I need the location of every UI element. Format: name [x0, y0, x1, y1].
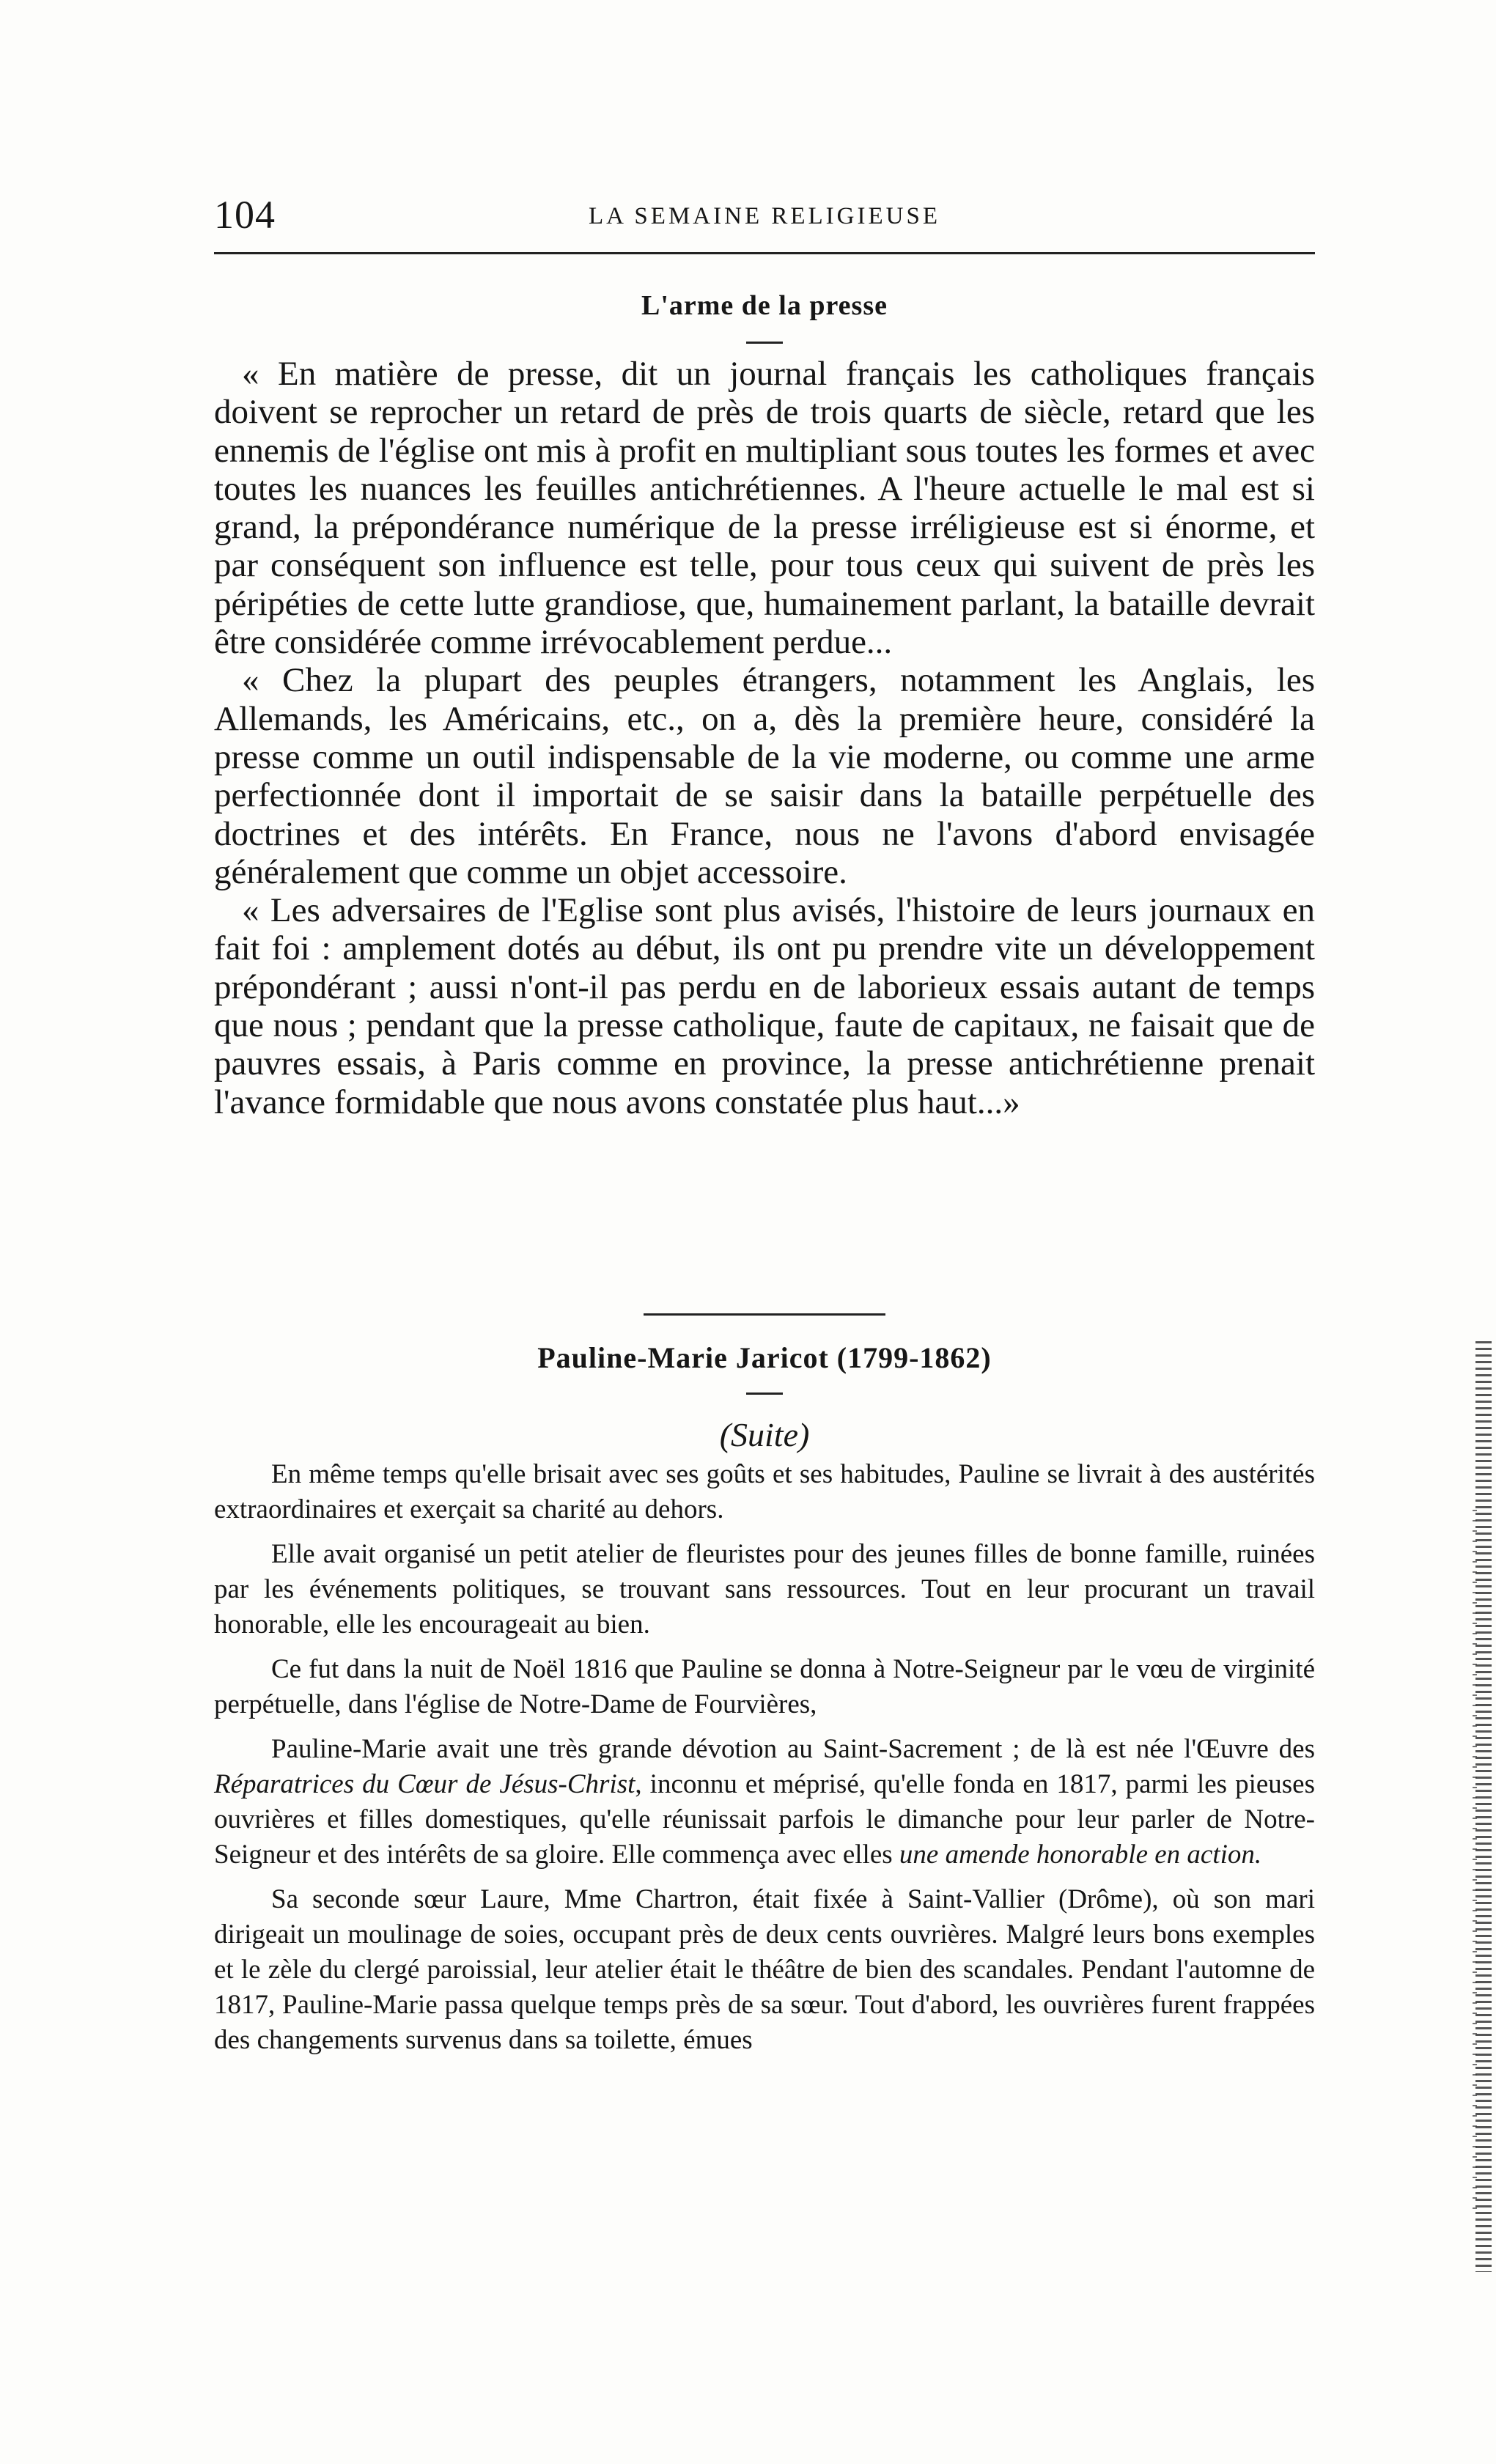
page-header	[214, 189, 1315, 240]
title-dash	[746, 342, 783, 344]
article-body-presse	[214, 355, 1315, 1121]
page-number: 104	[214, 193, 276, 237]
article-subtitle: (Suite)	[719, 1416, 810, 1453]
paragraph: « Chez la plupart des peuples étrangers, notamment les Anglais, les Allemands, les Américains, etc., on a, dès la première heure, considéré la presse comme un outil indispensable de la vie moderne, ou comme une arme perfectionnée dont il importait de se saisir dans la bataille perpétuelle des doctrines et des intérêts. En France, nous ne l'avons d'abord envisagée généralement que comme un objet accessoire.	[214, 661, 1315, 891]
title-dash	[746, 1393, 783, 1395]
paragraph: En même temps qu'elle brisait avec ses goûts et ses habitudes, Pauline se livrait à des austérités extraordinaires et exerçait sa charité au dehors.	[214, 1459, 1315, 1524]
running-title: LA SEMAINE RELIGIEUSE	[589, 203, 940, 229]
italic-text-run: Réparatrices du Cœur de Jésus-Christ	[214, 1769, 635, 1799]
article-title-presse: L'arme de la presse	[641, 290, 888, 321]
article-body-jaricot	[214, 1457, 1315, 2058]
paragraph: « Les adversaires de l'Eglise sont plus avisés, l'histoire de leurs journaux en fait foi : amplement dotés au début, ils ont pu prendre vite un développement prépondérant ; aussi n'ont-il pas perdu en de laborieux essais autant de temps que nous ; pendant que la presse catholique, faute de capitaux, ne faisait que de pauvres essais, à Paris comme en province, la presse antichrétienne prenait l'avance formidable que nous avons constatée plus haut...»	[214, 891, 1315, 1121]
paragraph: Sa seconde sœur Laure, Mme Chartron, était fixée à Saint-Vallier (Drôme), où son mari dirigeait un moulinage de soies, occupant près de deux cents ouvrières. Malgré leurs bons exemples et le zèle du clergé paroissial, leur atelier était le théâtre de bien des scandales. Pendant l'automne de 1817, Pauline-Marie passa quelque temps près de sa sœur. Tout d'abord, les ouvrières furent frappées des changements survenus dans sa toilette, émues	[214, 1884, 1315, 2055]
page-edge-shadow	[1475, 1341, 1492, 2272]
article-title-jaricot: Pauline-Marie Jaricot (1799-1862)	[537, 1341, 992, 1374]
header-rule	[214, 252, 1315, 254]
paragraph: « En matière de presse, dit un journal français les catholiques français doivent se reprocher un retard de près de trois quarts de siècle, retard que les ennemis de l'église ont mis à profit en multipliant sous toutes les formes et avec toutes les nuances les feuilles antichrétiennes. A l'heure actuelle le mal est si grand, la prépondérance numérique de la presse irréligieuse est si énorme, et par conséquent son influence est telle, pour tous ceux qui suivent de près les péripéties de cette lutte grandiose, que, humainement parlant, la bataille devrait être considérée comme irrévocablement perdue...	[214, 355, 1315, 662]
paragraph: Elle avait organisé un petit atelier de fleuristes pour des jeunes filles de bonne famille, ruinées par les événements politiques, se trouvant sans ressources. Tout en leur procurant un travail honorable, elle les encourageait au bien.	[214, 1539, 1315, 1639]
page-edge-shadow	[1473, 1510, 1477, 2213]
text-run: , inconnu et méprisé, qu'elle fonda en 1817, parmi les pieuses ouvrières et filles domestiques, qu'elle réunissait parfois le dimanche pour leur parler de Notre-Seigneur et des intérêts de sa gloire. Elle commença avec elles	[214, 1769, 1315, 1870]
section-separator	[644, 1313, 885, 1316]
paragraph: Ce fut dans la nuit de Noël 1816 que Pauline se donna à Notre-Seigneur par le vœu de virginité perpétuelle, dans l'église de Notre-Dame de Fourvières,	[214, 1654, 1315, 1719]
italic-text-run: une amende honorable en action.	[899, 1840, 1262, 1870]
paragraph	[214, 1732, 1315, 1873]
text-run: Pauline-Marie avait une très grande dévotion au Saint-Sacrement ; de là est née l'Œuvre des	[271, 1734, 1315, 1764]
